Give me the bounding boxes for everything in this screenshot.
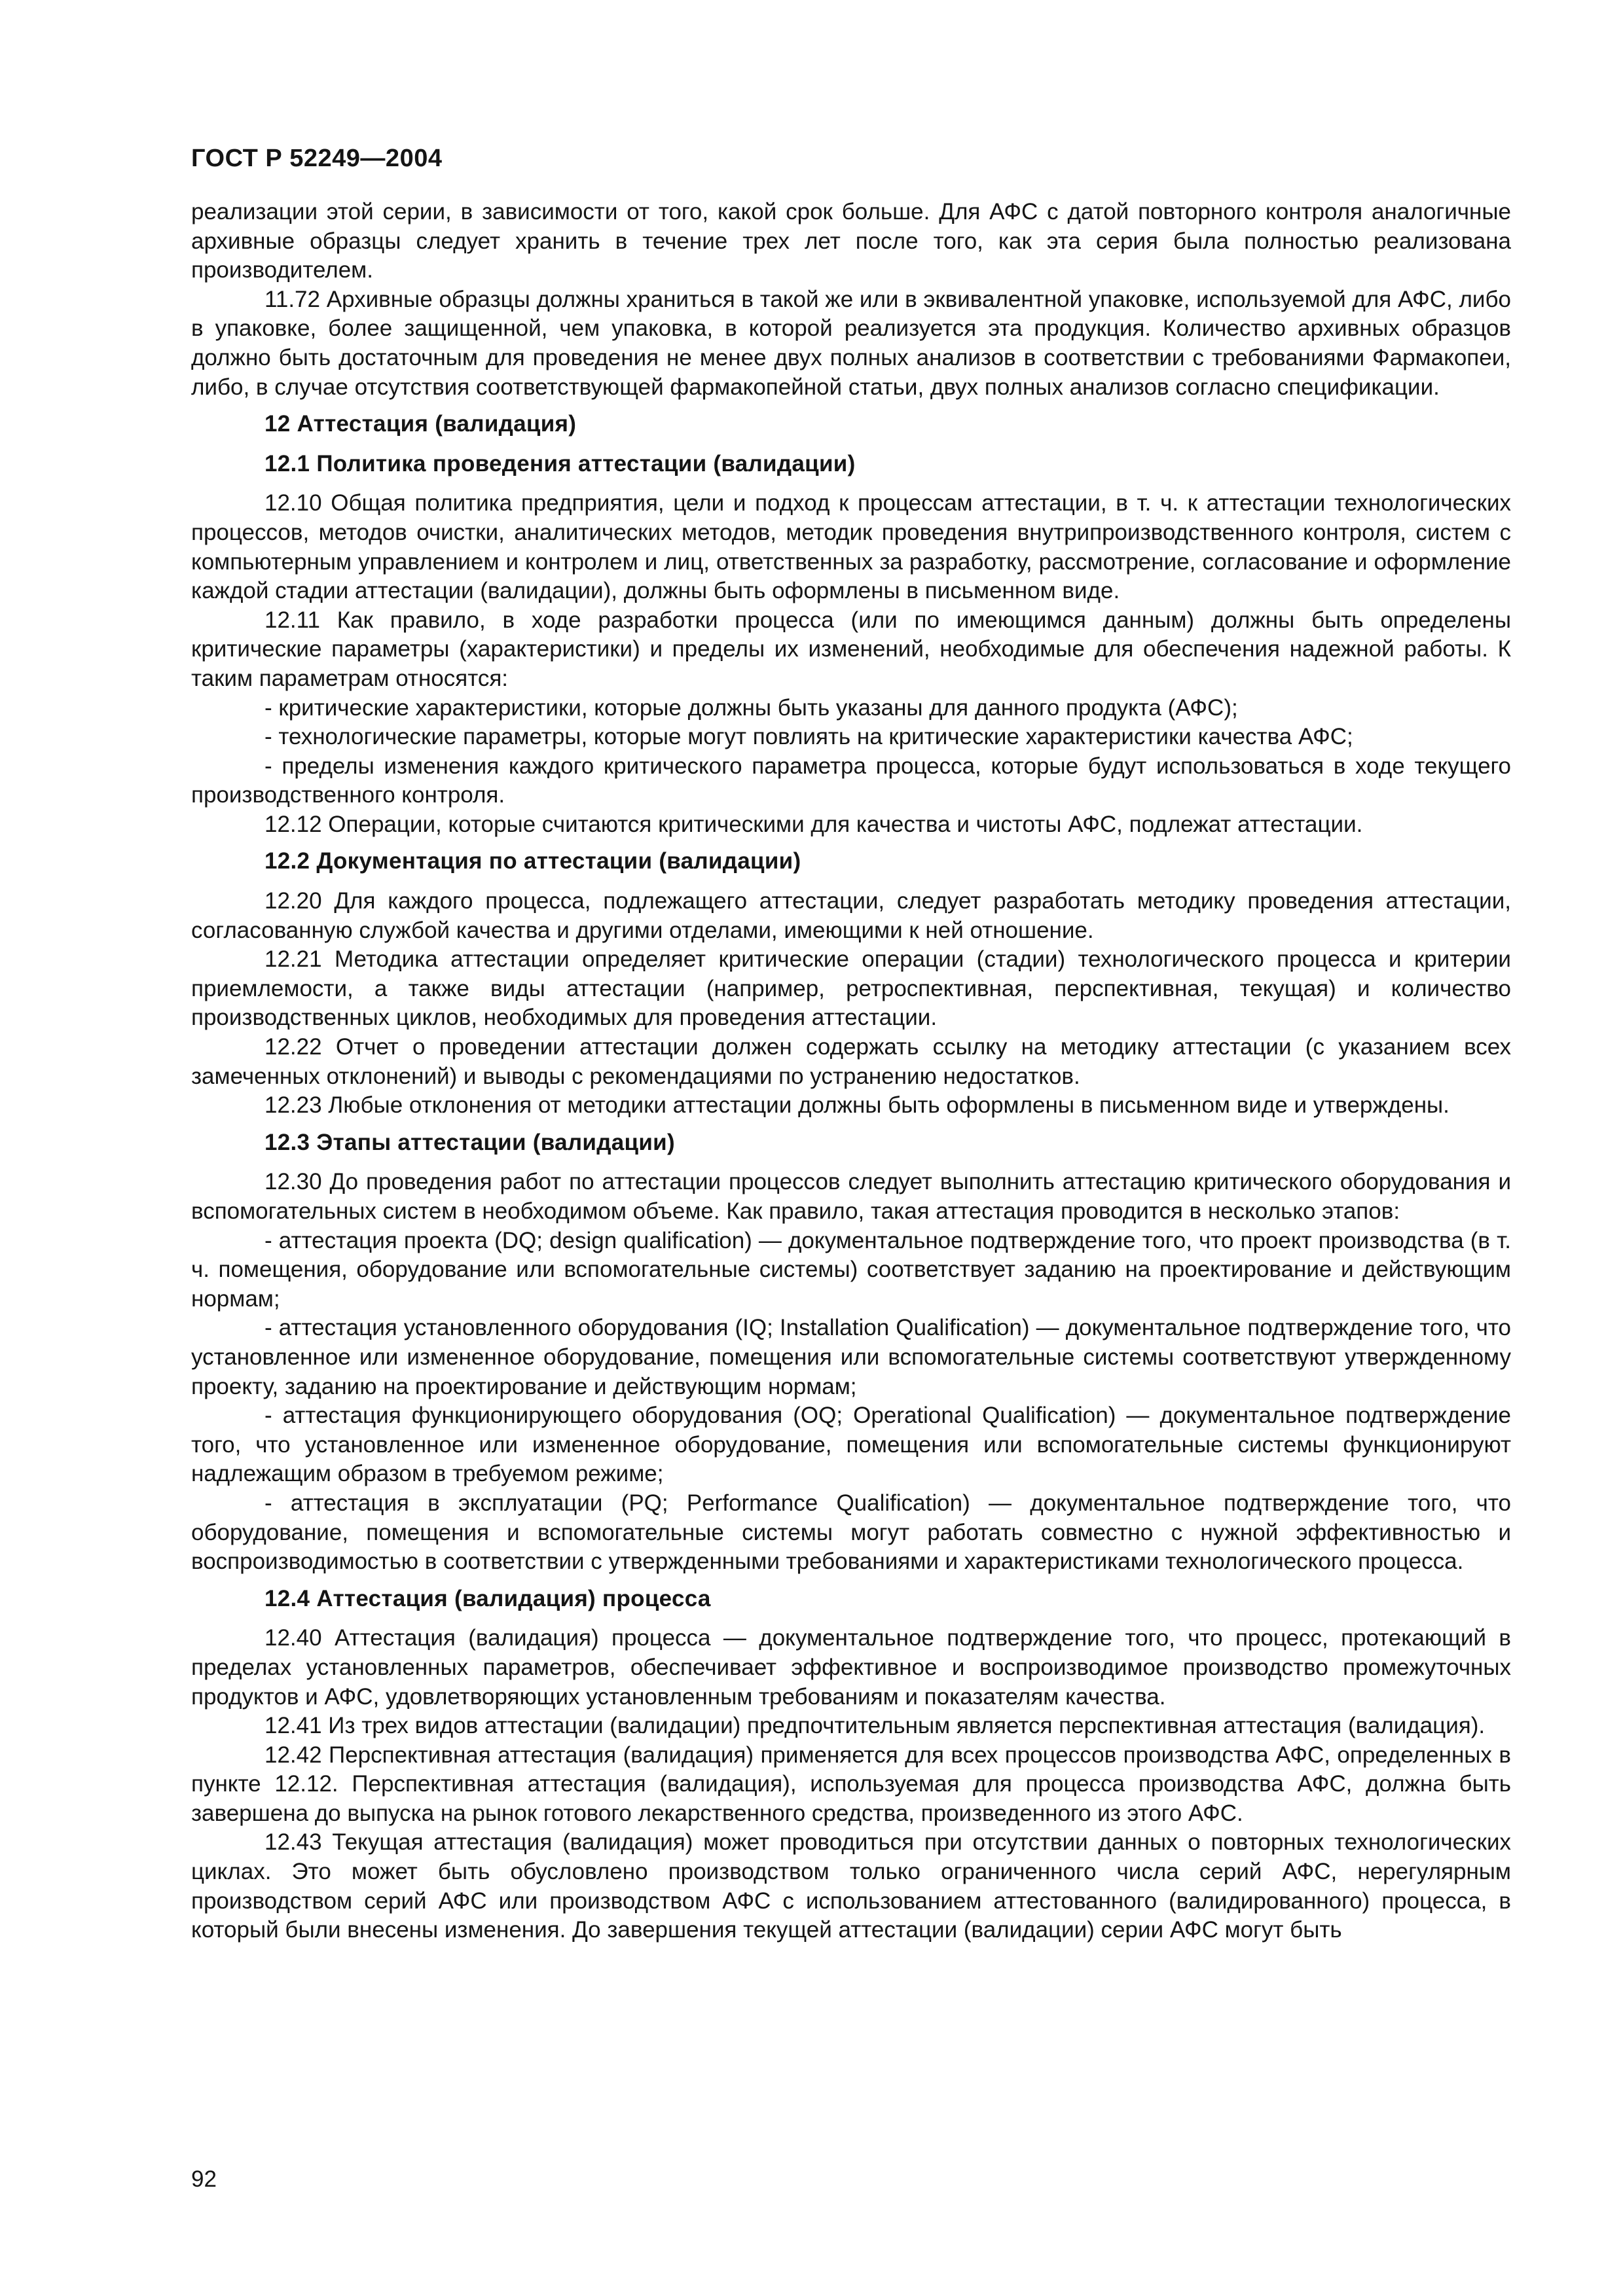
paragraph: 11.72 Архивные образцы должны храниться в такой же или в эквивалентной упаковке, используемой для АФС, либо в упаковке, более защищенной, чем упаковка, в которой реализуется эта продукция. Количество архивных образцов должно быть достаточным для проведения не менее двух полных анализов в соответствии с требованиями Фармакопеи, либо, в случае отсутствия соответствующей фармакопейной статьи, двух полных анализов согласно спецификации.	[191, 286, 1511, 400]
paragraph: 12.21 Методика аттестации определяет критические операции (стадии) технологического процесса и критерии приемлемости, а также виды аттестации (например, ретроспективная, перспективная, текущая) и количество производственных циклов, необходимых для проведения аттестации.	[191, 946, 1511, 1031]
page-number: 92	[191, 2166, 217, 2192]
list-item: - технологические параметры, которые могут повлиять на критические характеристики качества АФС;	[264, 724, 1353, 750]
subsection-heading: 12.2 Документация по аттестации (валидации)	[264, 848, 801, 874]
list-item: - аттестация функционирующего оборудования (OQ; Operational Qualification) — документальное подтверждение того, что установленное или измененное оборудование, помещения или вспомогательные системы функционируют надлежащим образом в требуемом режиме;	[191, 1403, 1511, 1487]
paragraph: реализации этой серии, в зависимости от того, какой срок больше. Для АФС с датой повторного контроля аналогичные архивные образцы следует хранить в течение трех лет после того, как эта серия была полностью реализована производителем.	[191, 199, 1511, 283]
paragraph: 12.42 Перспективная аттестация (валидация) применяется для всех процессов производства АФС, определенных в пункте 12.12. Перспективная аттестация (валидация), используемая для процесса производства АФС, должна быть завершена до выпуска на рынок готового лекарственного средства, произведенного из этого АФС.	[191, 1742, 1511, 1826]
paragraph: 12.20 Для каждого процесса, подлежащего аттестации, следует разработать методику проведения аттестации, согласованную службой качества и другими отделами, имеющими к ней отношение.	[191, 888, 1511, 943]
list-item: - аттестация установленного оборудования (IQ; Installation Qualification) — документальное подтверждение того, что установленное или измененное оборудование, помещения или вспомогательные системы соответствуют утвержденному проекту, заданию на проектирование и действующим нормам;	[191, 1315, 1511, 1399]
paragraph: 12.23 Любые отклонения от методики аттестации должны быть оформлены в письменном виде и утверждены.	[264, 1092, 1450, 1119]
subsection-heading: 12.1 Политика проведения аттестации (валидации)	[264, 450, 856, 476]
paragraph: 12.11 Как правило, в ходе разработки процесса (или по имеющимся данным) должны быть определены критические параметры (характеристики) и пределы их изменений, необходимые для обеспечения надежной работы. К таким параметрам относятся:	[191, 607, 1511, 691]
subsection-heading: 12.4 Аттестация (валидация) процесса	[264, 1585, 711, 1611]
list-item: - пределы изменения каждого критического параметра процесса, которые будут использоваться в ходе текущего производственного контроля.	[191, 753, 1511, 808]
section-heading: 12 Аттестация (валидация)	[264, 411, 577, 437]
subsection-heading: 12.3 Этапы аттестации (валидации)	[264, 1129, 675, 1155]
paragraph: 12.40 Аттестация (валидация) процесса — документальное подтверждение того, что процесс, протекающий в пределах установленных параметров, обеспечивает эффективное и воспроизводимое производство промежуточных продуктов и АФС, удовлетворяющих установленным требованиям и показателям качества.	[191, 1625, 1511, 1710]
paragraph: 12.30 До проведения работ по аттестации процессов следует выполнить аттестацию критического оборудования и вспомогательных систем в необходимом объеме. Как правило, такая аттестация проводится в несколько этапов:	[191, 1169, 1511, 1224]
list-item: - критические характеристики, которые должны быть указаны для данного продукта (АФС);	[264, 694, 1238, 721]
page-content	[191, 144, 1511, 2160]
paragraph: 12.12 Операции, которые считаются критическими для качества и чистоты АФС, подлежат аттестации.	[264, 811, 1363, 837]
paragraph: 12.10 Общая политика предприятия, цели и подход к процессам аттестации, в т. ч. к аттестации технологических процессов, методов очистки, аналитических методов, методик проведения внутрипроизводственного контроля, систем с компьютерным управлением и контролем и лиц, ответственных за разработку, рассмотрение, согласование и оформление каждой стадии аттестации (валидации), должны быть оформлены в письменном виде.	[191, 490, 1511, 604]
paragraph: 12.22 Отчет о проведении аттестации должен содержать ссылку на методику аттестации (с указанием всех замеченных отклонений) и выводы с рекомендациями по устранению недостатков.	[191, 1034, 1511, 1089]
list-item: - аттестация в эксплуатации (PQ; Performance Qualification) — документальное подтверждение того, что оборудование, помещения и вспомогательные системы могут работать совместно с нужной эффективностью и воспроизводимостью в соответствии с утвержденными требованиями и характеристиками технологического процесса.	[191, 1490, 1511, 1575]
paragraph: 12.43 Текущая аттестация (валидация) может проводиться при отсутствии данных о повторных технологических циклах. Это может быть обусловлено производством только ограниченного числа серий АФС, нерегулярным производством серий АФС или производством АФС с использованием аттестованного (валидированного) процесса, в который были внесены изменения. До завершения текущей аттестации (валидации) серии АФС могут быть	[191, 1829, 1511, 1943]
document-header: ГОСТ Р 52249—2004	[191, 145, 443, 172]
paragraph: 12.41 Из трех видов аттестации (валидации) предпочтительным является перспективная аттестация (валидация).	[264, 1713, 1486, 1739]
list-item: - аттестация проекта (DQ; design qualification) — документальное подтверждение того, что проект производства (в т. ч. помещения, оборудование или вспомогательные системы) соответствует заданию на проектирование и действующим нормам;	[191, 1227, 1511, 1312]
